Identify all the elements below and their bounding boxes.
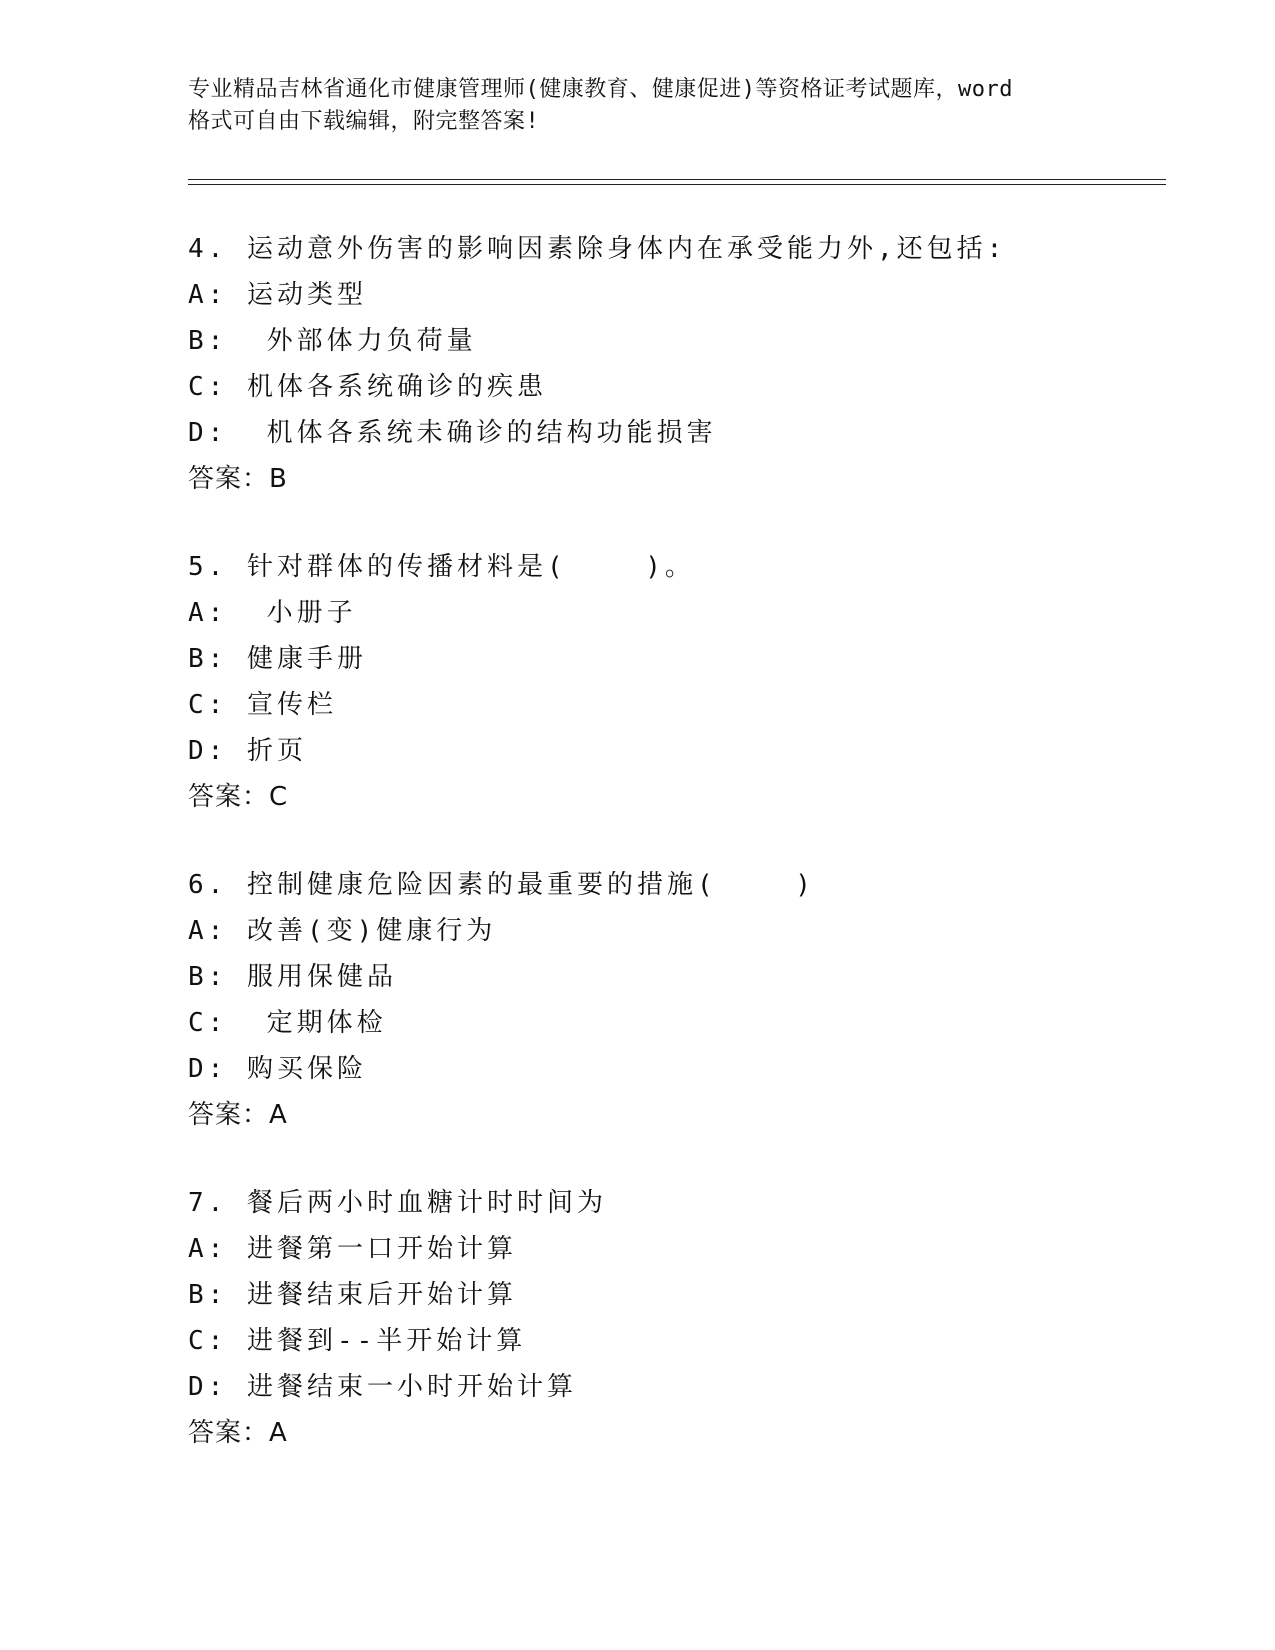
question-4	[188, 226, 1148, 502]
answer-label: 答案：A	[188, 1418, 288, 1448]
option-a: A: 运动类型	[188, 280, 367, 310]
answer-label: 答案：C	[188, 782, 289, 812]
option-c: C: 进餐到--半开始计算	[188, 1326, 527, 1356]
document-header	[188, 74, 1088, 138]
option-a: A: 小册子	[188, 598, 357, 628]
question-stem: 6. 控制健康危险因素的最重要的措施( )	[188, 870, 815, 900]
question-stem: 7. 餐后两小时血糖计时时间为	[188, 1188, 607, 1218]
question-7	[188, 1180, 1148, 1456]
header-line-2: 格式可自由下载编辑，附完整答案!	[188, 109, 540, 134]
question-stem: 5. 针对群体的传播材料是( )。	[188, 552, 695, 582]
option-d: D: 折页	[188, 736, 307, 766]
option-a: A: 改善(变)健康行为	[188, 916, 497, 946]
answer-label: 答案：B	[188, 464, 288, 494]
answer-label: 答案：A	[188, 1100, 288, 1130]
option-c: C: 机体各系统确诊的疾患	[188, 372, 547, 402]
option-b: B: 服用保健品	[188, 962, 397, 992]
question-6	[188, 862, 1148, 1138]
question-5	[188, 544, 1148, 820]
header-divider-top	[188, 179, 1166, 180]
option-b: B: 进餐结束后开始计算	[188, 1280, 517, 1310]
option-d: D: 机体各系统未确诊的结构功能损害	[188, 418, 717, 448]
header-line-1: 专业精品吉林省通化市健康管理师(健康教育、健康促进)等资格证考试题库，word	[188, 77, 1013, 102]
option-c: C: 宣传栏	[188, 690, 337, 720]
option-d: D: 购买保险	[188, 1054, 367, 1084]
option-c: C: 定期体检	[188, 1008, 387, 1038]
option-b: B: 外部体力负荷量	[188, 326, 477, 356]
option-d: D: 进餐结束一小时开始计算	[188, 1372, 577, 1402]
question-stem: 4. 运动意外伤害的影响因素除身体内在承受能力外,还包括:	[188, 234, 1007, 264]
option-b: B: 健康手册	[188, 644, 367, 674]
option-a: A: 进餐第一口开始计算	[188, 1234, 517, 1264]
header-divider-bottom	[188, 184, 1166, 185]
